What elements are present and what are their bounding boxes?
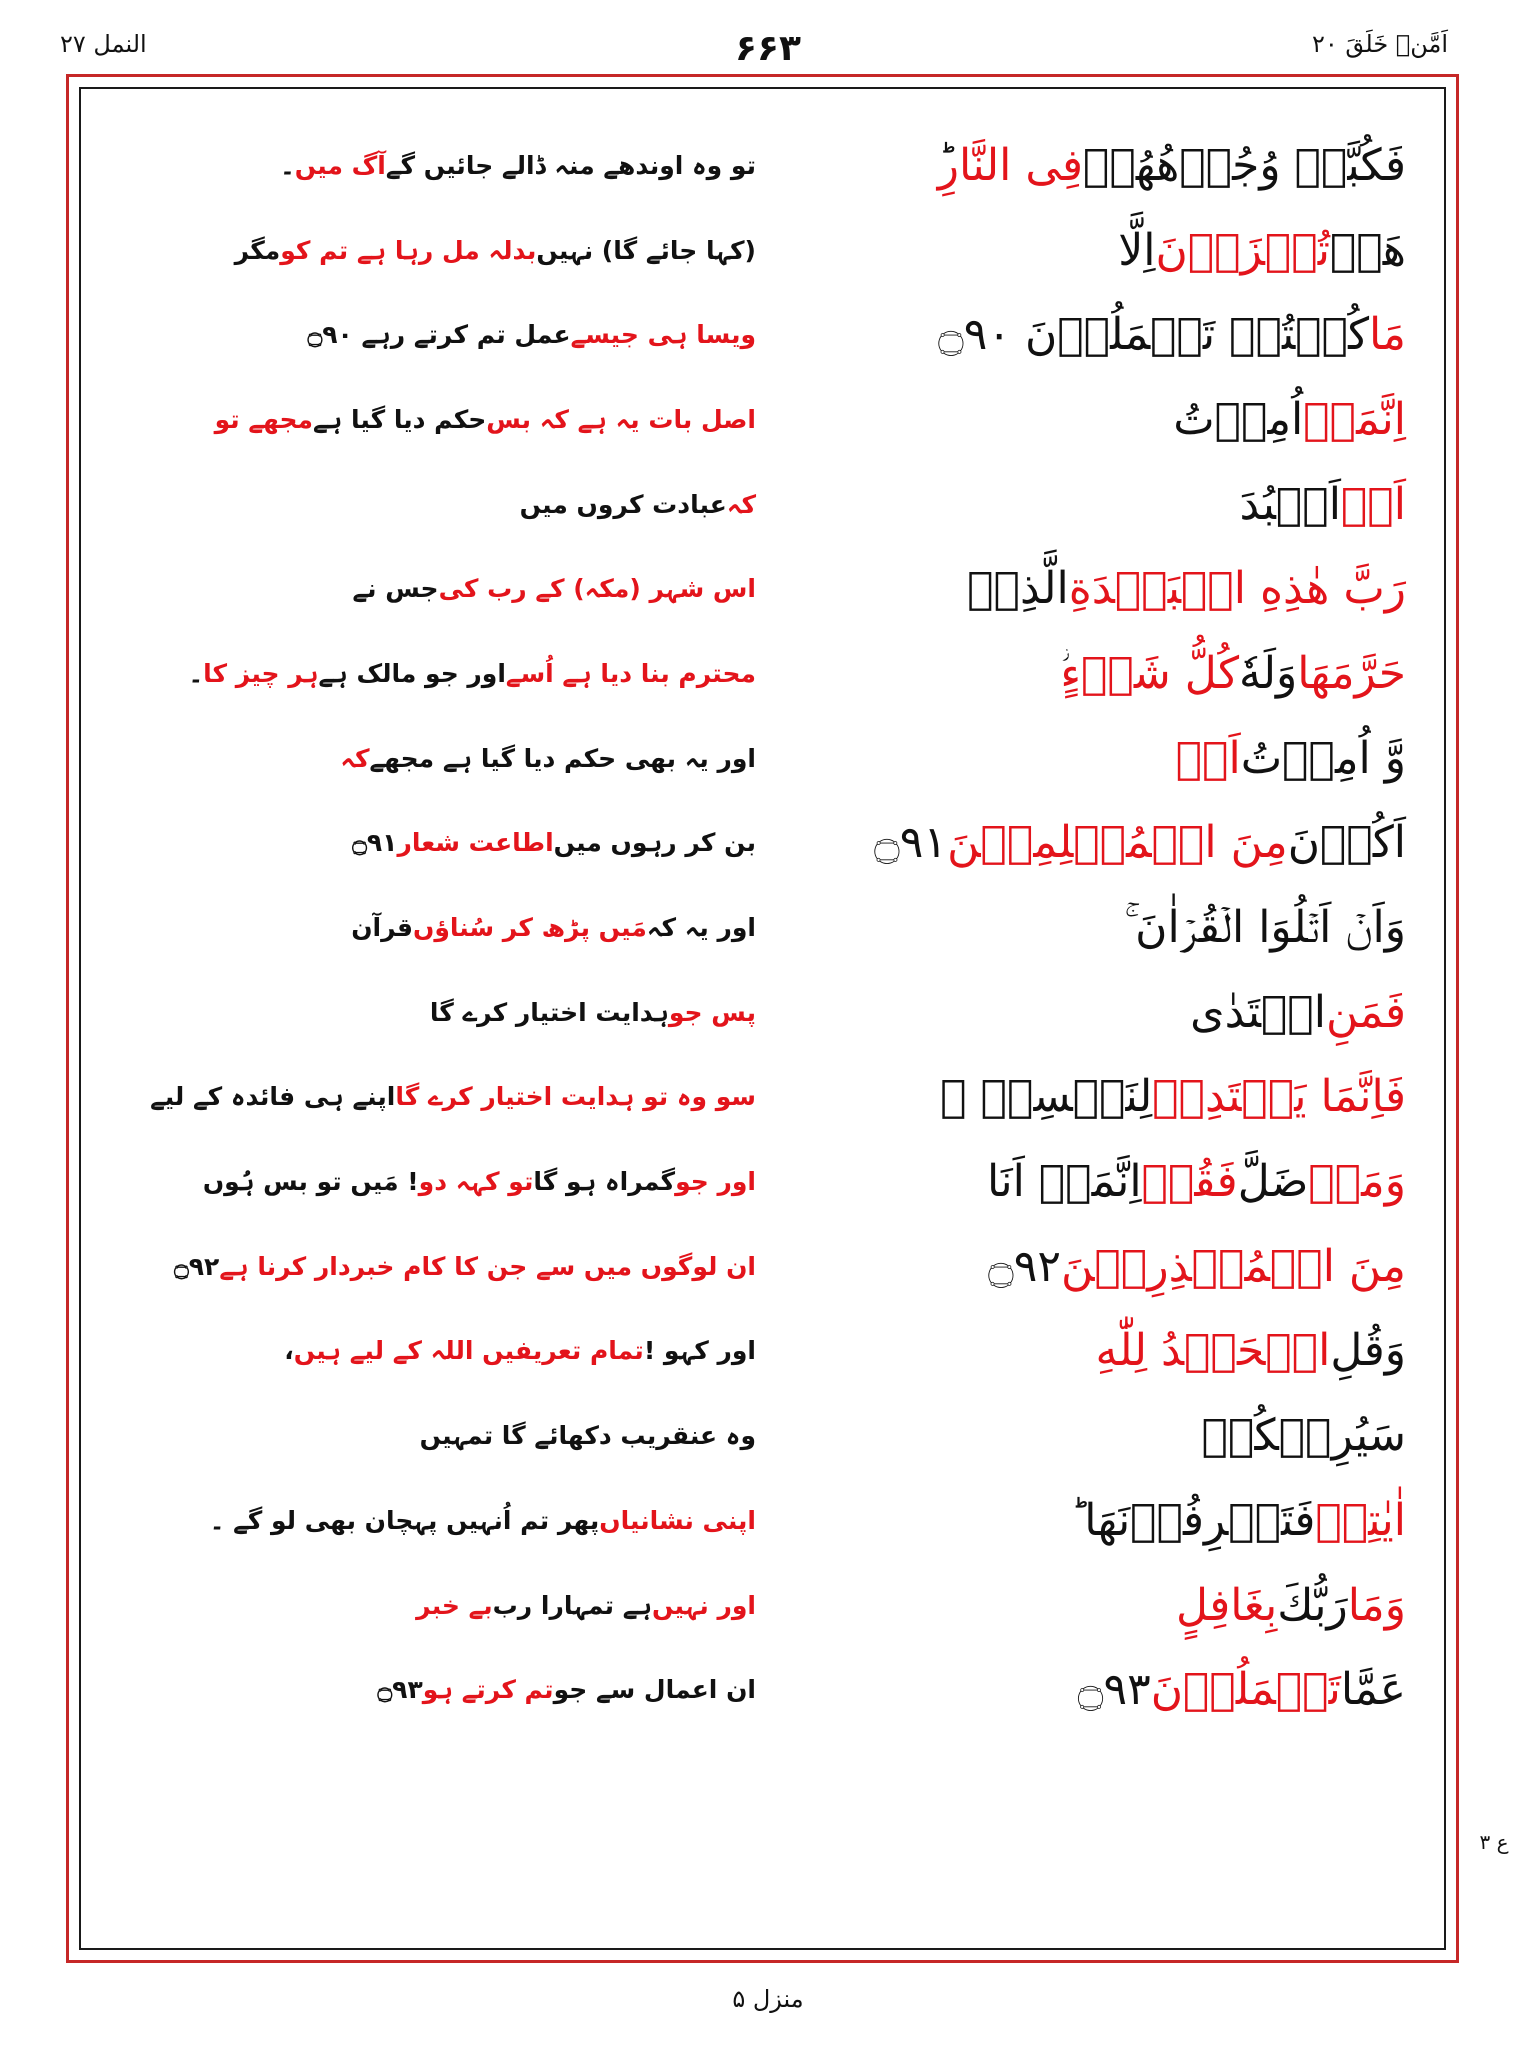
arabic-segment: هَلۡ (1329, 224, 1406, 276)
arabic-segment: فَمَنِ (1326, 986, 1406, 1038)
urdu-segment: ۝٩٢ (174, 1251, 220, 1281)
arabic-verse (786, 377, 1406, 462)
arabic-verse (786, 1647, 1406, 1732)
arabic-segment: مَا (1369, 309, 1406, 361)
arabic-verse (786, 801, 1406, 886)
arabic-segment: فَاِنَّمَا يَهۡتَدِىۡ (1152, 1071, 1406, 1123)
urdu-segment: عمل تم کرتے رہے ۝٩٠ (307, 320, 571, 350)
urdu-segment: گمراہ ہو گا (533, 1167, 676, 1197)
arabic-segment: اَنۡ (1340, 478, 1406, 530)
arabic-segment: كُنۡتُمۡ تَعۡمَلُوۡنَ ۝٩٠ (937, 309, 1370, 361)
arabic-segment: الَّذِىۡ (967, 563, 1069, 615)
urdu-translation (116, 1055, 756, 1140)
arabic-segment: ۝٩٢ (987, 1240, 1062, 1292)
urdu-translation (116, 208, 756, 293)
arabic-segment: فِى النَّارِ (937, 139, 1084, 191)
verse-row (79, 546, 1446, 631)
arabic-segment: وَمَنۡ (1308, 1156, 1406, 1208)
arabic-segment: اهۡتَدٰى (1190, 986, 1327, 1038)
urdu-segment: ۝٩١ (352, 828, 398, 858)
verse-row (79, 462, 1446, 547)
arabic-segment: سَيُرِيۡكُمۡ (1201, 1410, 1406, 1462)
urdu-segment: اور کہو ! (643, 1336, 756, 1366)
urdu-translation (116, 123, 756, 208)
arabic-segment: لِنَفۡسِهٖ ۚ (940, 1071, 1153, 1123)
arabic-segment: تَعۡمَلُوۡنَ (1150, 1664, 1341, 1716)
urdu-segment: تمام تعریفیں اللہ کے لیے ہیں (293, 1336, 644, 1366)
arabic-segment: وَلَهٗ (1239, 647, 1298, 699)
verse-row (79, 208, 1446, 293)
urdu-segment: ویسا ہی جیسے (570, 320, 756, 350)
arabic-segment: اِنَّمَاۤ اَنَا (986, 1156, 1142, 1208)
arabic-verse (786, 292, 1406, 377)
urdu-segment: کہ (340, 743, 370, 773)
verse-row (79, 1647, 1446, 1732)
urdu-segment: ان اعمال سے جو (553, 1675, 756, 1705)
arabic-segment: اَكُوۡنَ (1287, 817, 1406, 869)
arabic-verse (786, 1055, 1406, 1140)
verse-row (79, 1224, 1446, 1309)
page-number: ۶۶۳ (735, 28, 801, 69)
urdu-segment: اور نہیں (652, 1590, 756, 1620)
urdu-segment: بے خبر (416, 1590, 493, 1620)
arabic-segment: ۝٩٣ (1077, 1664, 1151, 1716)
arabic-verse (786, 208, 1406, 293)
urdu-translation (116, 1478, 756, 1563)
ruku-marker: ع ۳ (1479, 1830, 1509, 1854)
arabic-segment: بِغَافِلٍ (1175, 1579, 1278, 1631)
arabic-segment: الۡحَمۡدُ لِلّٰهِ (1095, 1325, 1331, 1377)
urdu-segment: اور جو (675, 1167, 756, 1197)
verse-row (79, 1478, 1446, 1563)
urdu-segment: اس شہر (مکہ) کے رب کی (438, 574, 756, 604)
urdu-segment: ان لوگوں میں سے جن کا کام خبردار کرنا ہے (219, 1251, 756, 1281)
urdu-segment: قرآن (351, 913, 414, 943)
urdu-segment: (کہا جائے گا) نہیں (536, 235, 756, 265)
urdu-segment: آگ میں (294, 150, 386, 180)
arabic-segment: اُمِرۡتُ (1173, 393, 1304, 445)
arabic-segment: اَعۡبُدَ (1239, 478, 1341, 530)
urdu-segment: مَیں پڑھ کر سُناؤں (413, 913, 647, 943)
urdu-segment: جس نے (352, 574, 439, 604)
arabic-segment: اِنَّمَاۤ (1303, 393, 1406, 445)
urdu-segment: ۔ (280, 150, 295, 180)
verse-row (79, 1139, 1446, 1224)
urdu-segment: اپنی نشانیاں (599, 1505, 756, 1535)
verse-row (79, 1055, 1446, 1140)
arabic-segment: فَقُلۡ (1141, 1156, 1238, 1208)
urdu-segment: اپنے ہی فائدہ کے لیے (150, 1082, 396, 1112)
verse-row (79, 885, 1446, 970)
arabic-verse (786, 1139, 1406, 1224)
verse-row (79, 292, 1446, 377)
urdu-segment: بدلہ مل رہا ہے تم کو (280, 235, 537, 265)
arabic-verse (786, 631, 1406, 716)
arabic-verse (786, 1393, 1406, 1478)
arabic-verse (786, 546, 1406, 631)
arabic-verse (786, 1563, 1406, 1648)
urdu-segment: تو وہ اوندھے منہ ڈالے جائیں گے (385, 150, 756, 180)
urdu-segment: ہر چیز کا (203, 658, 319, 688)
urdu-translation (116, 1647, 756, 1732)
arabic-segment: ۝٩١ (874, 817, 948, 869)
verse-row (79, 377, 1446, 462)
arabic-verse (786, 970, 1406, 1055)
arabic-verse (786, 885, 1406, 970)
verse-row (79, 631, 1446, 716)
urdu-translation (116, 1309, 756, 1394)
urdu-segment: تم کرتے ہو (422, 1675, 554, 1705)
running-head-right: اَمَّنۡ خَلَقَ ۲۰ (1311, 30, 1448, 58)
urdu-translation (116, 716, 756, 801)
manzil-footer: منزل ۵ (732, 1985, 804, 2013)
running-head-left: النمل ۲۷ (60, 30, 147, 58)
verse-row (79, 1309, 1446, 1394)
arabic-segment: تُجۡزَوۡنَ (1155, 224, 1330, 276)
arabic-segment: حَرَّمَهَا (1297, 647, 1406, 699)
urdu-segment: مجھے تو (214, 404, 313, 434)
urdu-translation (116, 546, 756, 631)
arabic-segment: اِلَّا (1118, 224, 1156, 276)
urdu-translation (116, 377, 756, 462)
arabic-segment: ضَلَّ (1237, 1156, 1309, 1208)
arabic-segment: عَمَّا (1340, 1664, 1406, 1716)
urdu-segment: حکم دیا گیا ہے (312, 404, 487, 434)
urdu-segment: ہدایت اختیار کرے گا (429, 997, 669, 1027)
arabic-segment: اٰيٰتِهٖ (1315, 1494, 1406, 1546)
urdu-segment: اطاعت شعار (397, 828, 554, 858)
arabic-segment: وَّ اُمِرۡتُ (1240, 732, 1406, 784)
urdu-segment: مگر (234, 235, 281, 265)
verse-row (79, 1393, 1446, 1478)
urdu-translation (116, 1563, 756, 1648)
arabic-segment: وَاَنۡ اَتۡلُوَا الۡقُرۡاٰنَ ۚ (1124, 902, 1406, 954)
urdu-segment: پھر تم اُنہیں پہچان بھی لو گے ۔ (209, 1505, 600, 1535)
arabic-verse (786, 716, 1406, 801)
urdu-segment: ۝٩٣ (377, 1675, 423, 1705)
verse-list (79, 123, 1446, 1732)
arabic-segment: وَمَا (1347, 1579, 1406, 1631)
urdu-translation (116, 970, 756, 1055)
urdu-translation (116, 885, 756, 970)
arabic-segment: فَتَعۡرِفُوۡنَهَا ؕ (1070, 1494, 1316, 1546)
urdu-segment: ہے تمہارا رب (492, 1590, 653, 1620)
arabic-segment: كُلُّ شَىۡءٍ (1060, 647, 1240, 699)
arabic-segment: فَكُبَّتۡ وُجُوۡهُهُمۡ (1083, 139, 1406, 191)
arabic-segment: مِنَ الۡمُنۡذِرِيۡنَ (1061, 1240, 1406, 1292)
arabic-verse (786, 462, 1406, 547)
arabic-verse (786, 1224, 1406, 1309)
arabic-segment: مِنَ الۡمُسۡلِمِيۡنَ (947, 817, 1288, 869)
urdu-translation (116, 1393, 756, 1478)
urdu-translation (116, 1139, 756, 1224)
urdu-translation (116, 631, 756, 716)
arabic-verse (786, 123, 1406, 208)
urdu-segment: محترم بنا دیا ہے اُسے (505, 658, 756, 688)
urdu-translation (116, 801, 756, 886)
urdu-translation (116, 292, 756, 377)
urdu-segment: ! مَیں تو بس ہُوں (202, 1167, 419, 1197)
urdu-segment: تو کہہ دو (418, 1167, 534, 1197)
urdu-segment: اور جو مالک ہے (318, 658, 506, 688)
verse-row (79, 716, 1446, 801)
urdu-segment: کہ (726, 489, 756, 519)
verse-row (79, 123, 1446, 208)
urdu-segment: اور یہ بھی حکم دیا گیا ہے مجھے (369, 743, 756, 773)
urdu-segment: ، (284, 1336, 294, 1366)
arabic-segment: وَقُلِ (1330, 1325, 1406, 1377)
verse-row (79, 1563, 1446, 1648)
arabic-verse (786, 1309, 1406, 1394)
arabic-segment: رَبُّكَ (1277, 1579, 1348, 1631)
arabic-segment: رَبَّ هٰذِهِ الۡبَلۡدَةِ (1068, 563, 1406, 615)
verse-row (79, 801, 1446, 886)
urdu-segment: اصل بات یہ ہے کہ بس (486, 404, 756, 434)
urdu-segment: عبادت کروں میں (519, 489, 727, 519)
urdu-segment: وہ عنقریب دکھائے گا تمہیں (419, 1421, 756, 1451)
arabic-verse (786, 1478, 1406, 1563)
urdu-translation (116, 1224, 756, 1309)
arabic-segment: اَنۡ (1175, 732, 1241, 784)
verse-row (79, 970, 1446, 1055)
urdu-segment: سو وہ تو ہدایت اختیار کرے گا (395, 1082, 756, 1112)
urdu-segment: بن کر رہوں میں (553, 828, 756, 858)
urdu-translation (116, 462, 756, 547)
urdu-segment: ۔ (188, 658, 204, 688)
urdu-segment: پس جو (668, 997, 756, 1027)
urdu-segment: اور یہ کہ (646, 913, 756, 943)
